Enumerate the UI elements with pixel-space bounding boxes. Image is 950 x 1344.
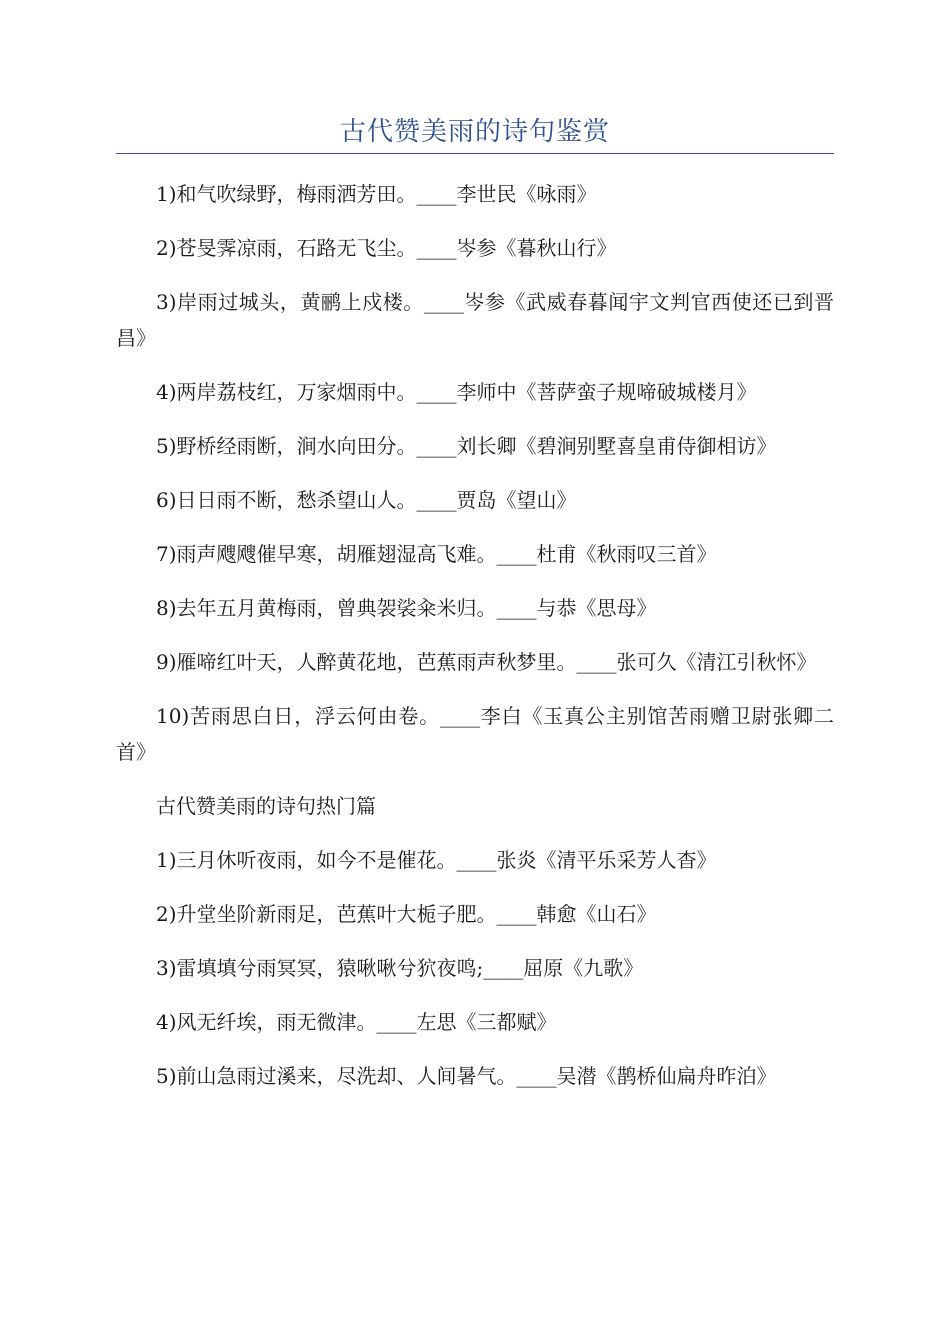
poem-line: 9)雁啼红叶天，人醉黄花地，芭蕉雨声秋梦里。____张可久《清江引秋怀》 <box>156 650 817 674</box>
poem-line: 5)野桥经雨断，涧水向田分。____刘长卿《碧涧别墅喜皇甫侍御相访》 <box>156 434 777 458</box>
title-underline <box>116 153 834 154</box>
document-title: 古代赞美雨的诗句鉴赏 <box>339 117 610 147</box>
poem-line: 3)岸雨过城头，黄鹂上戍楼。____岑参《武威春暮闻宇文判官西使还已到晋昌》 <box>116 290 834 350</box>
poem-line: 5)前山急雨过溪来，尽洗却、人间暑气。____吴潜《鹊桥仙扁舟昨泊》 <box>156 1064 777 1088</box>
poem-line: 4)风无纤埃，雨无微津。____左思《三都赋》 <box>156 1010 557 1034</box>
poem-line: 3)雷填填兮雨冥冥，猿啾啾兮狖夜鸣;____屈原《九歌》 <box>156 956 644 980</box>
poem-line: 1)和气吹绿野，梅雨洒芳田。____李世民《咏雨》 <box>156 182 597 206</box>
poem-line: 6)日日雨不断，愁杀望山人。____贾岛《望山》 <box>156 488 577 512</box>
poem-line: 7)雨声飕飕催早寒，胡雁翅湿高飞难。____杜甫《秋雨叹三首》 <box>156 542 717 566</box>
section-heading: 古代赞美雨的诗句热门篇 <box>156 794 376 818</box>
poem-line: 2)苍旻霁凉雨，石路无飞尘。____岑参《暮秋山行》 <box>156 236 617 260</box>
poem-line: 4)两岸荔枝红，万家烟雨中。____李师中《菩萨蛮子规啼破城楼月》 <box>156 380 757 404</box>
poem-line: 2)升堂坐阶新雨足，芭蕉叶大栀子肥。____韩愈《山石》 <box>156 902 657 926</box>
document-body <box>116 176 834 1112</box>
poem-line: 8)去年五月黄梅雨，曾典袈裟籴米归。____与恭《思母》 <box>156 596 657 620</box>
poem-line: 10)苦雨思白日，浮云何由卷。____李白《玉真公主别馆苦雨赠卫尉张卿二首》 <box>116 704 834 764</box>
poem-line: 1)三月休听夜雨，如今不是催花。____张炎《清平乐采芳人杳》 <box>156 848 717 872</box>
